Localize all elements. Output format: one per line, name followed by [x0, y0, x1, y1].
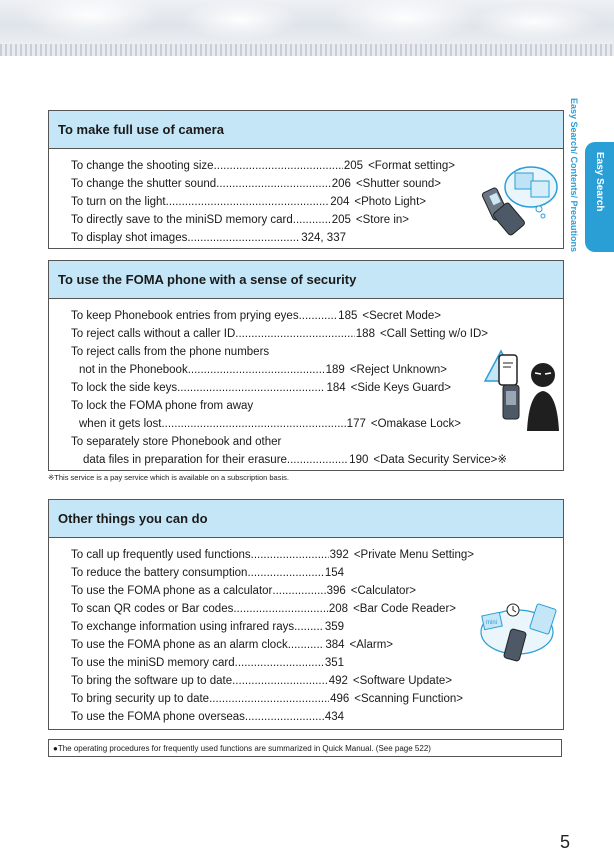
- security-phone-illustration: [477, 341, 561, 433]
- list-item[interactable]: [71, 564, 344, 582]
- item-label: To keep Phonebook entries from prying eyes: [71, 310, 299, 322]
- item-page: 392: [329, 549, 349, 561]
- list-item[interactable]: [71, 433, 563, 451]
- item-page: 204: [330, 196, 350, 208]
- list-item[interactable]: [71, 361, 447, 379]
- item-label: To use the FOMA phone overseas: [71, 711, 245, 723]
- item-function: <Secret Mode>: [362, 310, 441, 322]
- item-page: 205: [343, 160, 364, 172]
- section-camera: [48, 110, 564, 249]
- item-label: To turn on the light: [71, 196, 166, 208]
- list-item[interactable]: [71, 229, 346, 247]
- item-page: 384: [325, 639, 345, 651]
- item-function: <Omakase Lock>: [370, 418, 461, 430]
- item-label: To bring security up to date: [71, 693, 210, 705]
- multi-function-illustration: [477, 600, 561, 668]
- list-item[interactable]: [71, 193, 426, 211]
- side-tab-precautions[interactable]: [558, 98, 614, 253]
- item-page: 177: [346, 418, 366, 430]
- item-function: <Software Update>: [352, 675, 452, 687]
- list-item[interactable]: [71, 600, 456, 618]
- item-page: 208: [328, 603, 349, 615]
- item-label: To separately store Phonebook and other: [71, 436, 282, 448]
- item-label: when it gets lost: [79, 418, 162, 430]
- item-function: <Reject Unknown>: [349, 364, 447, 376]
- item-function: <Side Keys Guard>: [350, 382, 451, 394]
- list-item[interactable]: [71, 546, 474, 564]
- item-function: <Private Menu Setting>: [353, 549, 474, 561]
- item-function: <Scanning Function>: [354, 693, 463, 705]
- section-title: Other things you can do: [49, 500, 563, 538]
- list-item[interactable]: [71, 307, 441, 325]
- item-label: To lock the side keys: [71, 382, 178, 394]
- item-page: 492: [328, 675, 348, 687]
- item-function: <Store in>: [355, 214, 409, 226]
- item-label: To call up frequently used functions: [71, 549, 251, 561]
- item-label: To bring the software up to date: [71, 675, 233, 687]
- list-item[interactable]: [71, 672, 452, 690]
- top-banner: [0, 0, 614, 56]
- banner-stripe: [0, 44, 614, 56]
- item-page: 324, 337: [301, 232, 346, 244]
- list-item[interactable]: [71, 708, 344, 726]
- item-label: To change the shooting size: [71, 160, 214, 172]
- item-function: <Format setting>: [368, 160, 455, 172]
- list-item[interactable]: [71, 451, 507, 469]
- side-tab-easy-search[interactable]: [585, 142, 614, 252]
- item-page: 185: [338, 310, 358, 322]
- side-tab-easy-search-label: Easy Search: [594, 152, 605, 212]
- item-label: To use the miniSD memory card: [71, 657, 235, 669]
- item-function: <Call Setting w/o ID>: [379, 328, 488, 340]
- item-function: <Alarm>: [349, 639, 393, 651]
- item-page: 359: [324, 621, 344, 633]
- item-label: To directly save to the miniSD memory card: [71, 214, 293, 226]
- item-label: To reduce the battery consumption: [71, 567, 248, 579]
- item-label: not in the Phonebook: [79, 364, 188, 376]
- item-label: To reject calls without a caller ID: [71, 328, 236, 340]
- item-function: <Photo Light>: [354, 196, 426, 208]
- item-page: 154: [324, 567, 344, 579]
- list-item[interactable]: [71, 379, 451, 397]
- list-item[interactable]: [71, 654, 344, 672]
- item-label: To lock the FOMA phone from away: [71, 400, 254, 412]
- item-label: data files in preparation for their erasure: [83, 454, 287, 466]
- list-item[interactable]: [71, 636, 393, 654]
- section-other: [48, 499, 564, 730]
- section-title: To make full use of camera: [49, 111, 563, 149]
- list-item[interactable]: [71, 618, 344, 636]
- item-label: To reject calls from the phone numbers: [71, 346, 270, 358]
- list-item[interactable]: [71, 157, 455, 175]
- item-label: To change the shutter sound: [71, 178, 217, 190]
- item-label: To display shot images: [71, 232, 188, 244]
- item-page: 189: [325, 364, 345, 376]
- item-label: To exchange information using infrared rays: [71, 621, 295, 633]
- list-item[interactable]: [71, 690, 463, 708]
- item-page: 396: [326, 585, 346, 597]
- list-item[interactable]: [71, 175, 441, 193]
- list-item[interactable]: [71, 211, 409, 229]
- footnote: ※This service is a pay service which is available on a subscription basis.: [48, 473, 289, 482]
- item-function: <Data Security Service>※: [373, 454, 507, 466]
- item-page: 434: [324, 711, 344, 723]
- item-page: 184: [326, 382, 346, 394]
- section-title: To use the FOMA phone with a sense of security: [49, 261, 563, 299]
- side-tab-precautions-label: Easy Search/ Contents/ Precautions: [569, 98, 579, 253]
- item-page: 496: [330, 693, 350, 705]
- item-page: 188: [355, 328, 375, 340]
- quick-manual-note: ●The operating procedures for frequently used functions are summarized in Quick Manual. (See page 522): [48, 739, 562, 757]
- list-item[interactable]: [71, 415, 461, 433]
- item-label: To scan QR codes or Bar codes: [71, 603, 234, 615]
- item-page: 351: [324, 657, 344, 669]
- item-page: 206: [331, 178, 351, 190]
- camera-phone-illustration: [481, 161, 561, 239]
- list-item[interactable]: [71, 325, 488, 343]
- item-label: To use the FOMA phone as a calculator: [71, 585, 273, 597]
- item-page: 190: [349, 454, 369, 466]
- svg-text:mini: mini: [486, 620, 498, 626]
- page-number: 5: [560, 832, 571, 852]
- item-label: To use the FOMA phone as an alarm clock: [71, 639, 288, 651]
- item-function: <Bar Code Reader>: [353, 603, 456, 615]
- item-page: 205: [331, 214, 351, 226]
- section-security: [48, 260, 564, 471]
- item-function: <Shutter sound>: [355, 178, 441, 190]
- list-item[interactable]: [71, 582, 416, 600]
- item-function: <Calculator>: [350, 585, 416, 597]
